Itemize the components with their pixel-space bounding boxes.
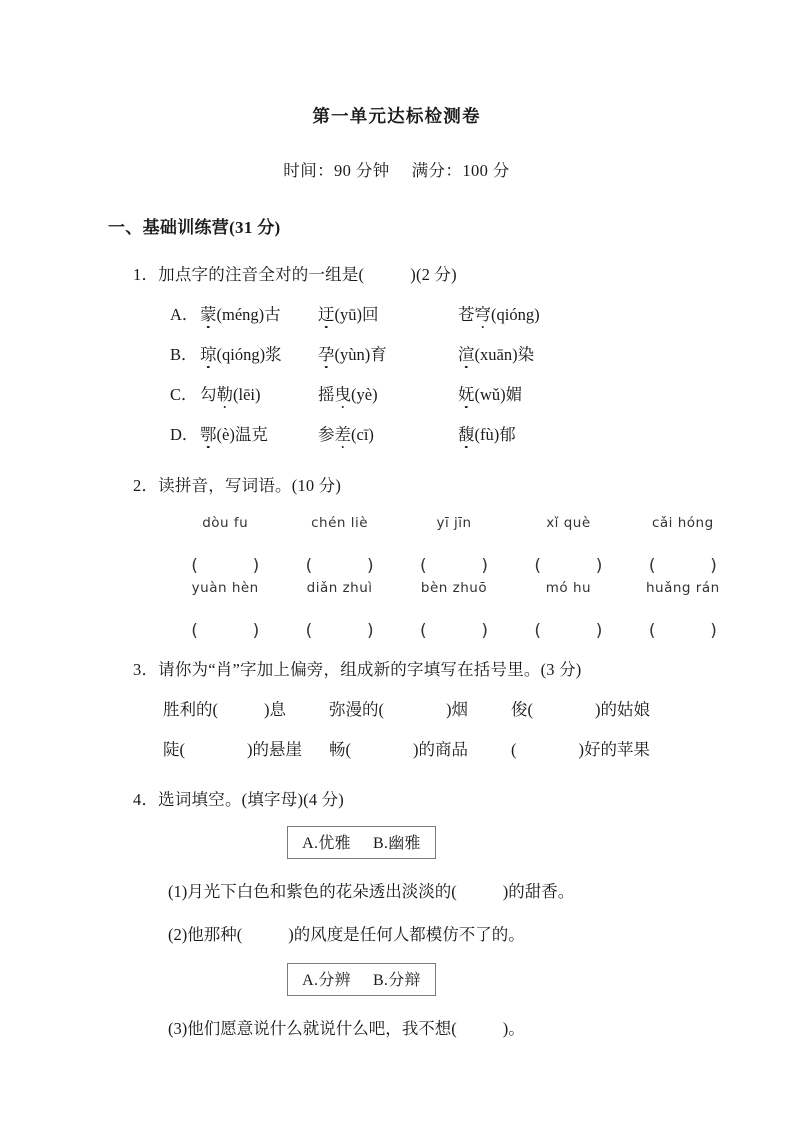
fill-line-1 (163, 680, 793, 720)
sentence-2 (168, 902, 793, 945)
question-3-answer-lines (0, 680, 793, 760)
option-label-c: C． (170, 385, 198, 404)
pinyin: (yū) (334, 305, 362, 324)
fill-prefix: 胜利的( (163, 700, 218, 719)
fill-prefix: 俊( (511, 700, 533, 719)
right-paren: ) (595, 556, 603, 576)
pinyin-cell (282, 579, 396, 597)
answer-paren-row-2 (168, 597, 740, 641)
pinyin-text: xǐ què (546, 515, 591, 531)
left-paren: ( (191, 556, 198, 576)
exam-meta (0, 128, 793, 181)
pinyin-text: bèn zhuō (420, 580, 488, 596)
dotted-char: 蒙 (200, 301, 217, 325)
fill-suffix: )的悬崖 (247, 740, 302, 759)
answer-blank[interactable] (511, 606, 625, 641)
question-4 (0, 760, 793, 810)
left-paren: ( (534, 621, 542, 641)
lead-char: 苍 (458, 305, 475, 324)
pinyin-text: huǎng rán (645, 580, 720, 596)
answer-blank[interactable] (511, 541, 625, 576)
pinyin-text: dòu fu (202, 515, 249, 531)
dotted-char: 穹 (475, 301, 492, 325)
pinyin-cell (397, 514, 511, 532)
question-1-stem-after: )(2 分) (410, 265, 457, 284)
tail-char: 染 (517, 345, 535, 364)
tail-char: 温克 (234, 425, 268, 444)
question-2-pinyin-grid (0, 496, 793, 641)
fill-prefix: ( (511, 740, 517, 759)
question-4-sentences-group-2 (0, 996, 793, 1039)
dotted-char: 迂 (318, 301, 335, 325)
option-d-item-2 (318, 421, 458, 445)
sentence-1 (168, 859, 793, 902)
left-paren: ( (305, 556, 313, 576)
pinyin: (xuān) (474, 345, 518, 364)
pinyin-text: mó hu (545, 580, 592, 596)
answer-paren-row-1 (168, 532, 740, 576)
sentence-2-suffix: )的风度是任何人都模仿不了的。 (288, 925, 525, 944)
pinyin: (wǔ) (474, 385, 506, 404)
fill-prefix: 弥漫的( (329, 700, 384, 719)
lead-char: 摇 (318, 385, 335, 404)
right-paren: ) (366, 556, 374, 576)
fill-item[interactable] (329, 736, 511, 760)
left-paren: ( (420, 621, 427, 641)
dotted-char: 孕 (318, 341, 335, 365)
dotted-char: 渲 (458, 341, 475, 365)
answer-blank[interactable] (626, 541, 740, 576)
left-paren: ( (648, 621, 656, 641)
word-bank-2-option-b[interactable]: B.分辩 (372, 972, 421, 989)
right-paren: ) (252, 556, 260, 576)
pinyin-cell (168, 579, 282, 597)
pinyin: (méng) (216, 305, 265, 324)
dotted-char: 馥 (458, 421, 475, 445)
option-row-b[interactable] (170, 325, 793, 365)
fill-line-2 (163, 720, 793, 760)
pinyin-text: yuàn hèn (191, 580, 259, 596)
answer-blank[interactable] (397, 606, 511, 641)
tail-char: 育 (370, 345, 387, 364)
answer-blank[interactable] (168, 541, 282, 576)
right-paren: ) (366, 621, 374, 641)
pinyin-cell (626, 579, 740, 597)
right-paren: ) (710, 556, 717, 576)
score-label: 满分：100 分 (411, 161, 510, 180)
right-paren: ) (710, 621, 717, 641)
pinyin-cell (511, 514, 625, 532)
sentence-3-suffix: )。 (502, 1019, 525, 1038)
sentence-2-prefix: (2)他那种( (168, 925, 243, 944)
question-1-options (0, 285, 793, 445)
option-a-item-2 (318, 301, 458, 325)
option-c-item-1 (200, 381, 318, 405)
option-d-item-1 (200, 421, 318, 445)
answer-blank[interactable] (397, 541, 511, 576)
word-bank-2 (287, 963, 436, 996)
left-paren: ( (420, 556, 427, 576)
word-bank-2-option-a[interactable]: A.分辨 (302, 972, 351, 989)
word-bank-1-option-a[interactable]: A.优雅 (302, 835, 351, 852)
pinyin: (fù) (474, 425, 500, 444)
option-label-a: A． (170, 305, 199, 324)
dotted-char: 鄂 (200, 421, 217, 445)
dotted-char: 琼 (200, 341, 217, 365)
tail-char: 郁 (499, 425, 516, 444)
left-paren: ( (191, 621, 198, 641)
fill-item[interactable] (511, 736, 650, 760)
sentence-1-suffix: )的甜香。 (502, 882, 575, 901)
pinyin: (yùn) (334, 345, 371, 364)
word-bank-2-wrap (0, 945, 793, 996)
pinyin-cell (511, 579, 625, 597)
pinyin-cell (168, 514, 282, 532)
option-label-b: B． (170, 345, 198, 364)
option-row-c[interactable] (170, 365, 793, 405)
question-4-stem: 4．选词填空。(填字母)(4 分) (133, 790, 345, 809)
dotted-char: 曳 (335, 381, 352, 405)
fill-prefix: 陡( (163, 740, 185, 759)
question-1 (0, 238, 793, 285)
pinyin-text: diǎn zhuì (306, 580, 373, 596)
question-1-stem (133, 238, 793, 285)
fill-item[interactable] (511, 696, 650, 720)
pinyin: (qióng) (216, 345, 266, 364)
option-label-d: D． (170, 425, 199, 444)
question-4-sentences-group-1 (0, 859, 793, 945)
lead-char: 勾 (200, 385, 217, 404)
right-paren: ) (481, 621, 489, 641)
option-row-a[interactable] (170, 285, 793, 325)
pinyin-text: cǎi hóng (651, 515, 714, 531)
pinyin-cell (282, 514, 396, 532)
fill-suffix: )的姑娘 (595, 700, 650, 719)
pinyin: (è) (216, 425, 235, 444)
word-bank-1-wrap (0, 810, 793, 859)
right-paren: ) (252, 621, 260, 641)
tail-char: 古 (264, 305, 281, 324)
sentence-3-prefix: (3)他们愿意说什么就说什么吧，我不想( (168, 1019, 457, 1038)
sentence-3 (168, 996, 793, 1039)
left-paren: ( (534, 556, 542, 576)
fill-item[interactable] (163, 736, 329, 760)
word-bank-1 (287, 826, 436, 859)
fill-item[interactable] (163, 696, 329, 720)
fill-suffix: )烟 (446, 700, 468, 719)
left-paren: ( (305, 621, 313, 641)
option-a-item-1 (200, 301, 318, 325)
dotted-char: 妩 (458, 381, 475, 405)
option-a-item-3 (458, 301, 540, 325)
tail-char: 媚 (505, 385, 523, 404)
lead-char: 参 (318, 425, 335, 444)
option-row-d[interactable] (170, 405, 793, 445)
fill-suffix: )息 (264, 700, 286, 719)
left-paren: ( (648, 556, 656, 576)
right-paren: ) (595, 621, 603, 641)
option-b-item-3 (458, 341, 534, 365)
question-2 (0, 445, 793, 496)
option-c-item-2 (318, 381, 458, 405)
option-b-item-1 (200, 341, 318, 365)
section-heading-basics: 一、基础训练营(31 分) (108, 218, 281, 237)
tail-char: 回 (362, 305, 379, 324)
pinyin-cell (397, 579, 511, 597)
right-paren: ) (481, 556, 489, 576)
pinyin-row-1 (168, 514, 740, 532)
pinyin: (cī) (351, 425, 374, 444)
answer-blank[interactable] (626, 606, 740, 641)
pinyin-cell (626, 514, 740, 532)
pinyin: (qióng) (491, 305, 540, 324)
dotted-char: 勒 (217, 381, 234, 405)
dotted-char: 差 (335, 421, 352, 445)
fill-prefix: 畅( (329, 740, 351, 759)
fill-suffix: )好的苹果 (578, 740, 650, 759)
question-3-stem: 3．请你为“肖”字加上偏旁，组成新的字填写在括号里。(3 分) (133, 660, 582, 679)
answer-blank[interactable] (168, 606, 282, 641)
fill-item[interactable] (329, 696, 511, 720)
question-1-stem-before: 1．加点字的注音全对的一组是( (133, 265, 365, 284)
pinyin-text: yī jīn (436, 515, 472, 531)
question-2-stem: 2．读拼音，写词语。(10 分) (133, 476, 342, 495)
option-b-item-2 (318, 341, 458, 365)
answer-blank[interactable] (282, 541, 396, 576)
answer-blank[interactable] (282, 606, 396, 641)
tail-char: 浆 (265, 345, 282, 364)
question-3 (0, 626, 793, 680)
pinyin: (lēi) (233, 385, 261, 404)
sentence-1-prefix: (1)月光下白色和紫色的花朵透出淡淡的( (168, 882, 457, 901)
pinyin-text: chén liè (311, 515, 369, 531)
option-d-item-3 (458, 421, 516, 445)
pinyin: (yè) (351, 385, 378, 404)
option-c-item-3 (458, 381, 522, 405)
time-label: 时间：90 分钟 (283, 161, 390, 180)
page-title: 第一单元达标检测卷 (312, 106, 481, 126)
word-bank-1-option-b[interactable]: B.幽雅 (372, 835, 421, 852)
fill-suffix: )的商品 (413, 740, 468, 759)
